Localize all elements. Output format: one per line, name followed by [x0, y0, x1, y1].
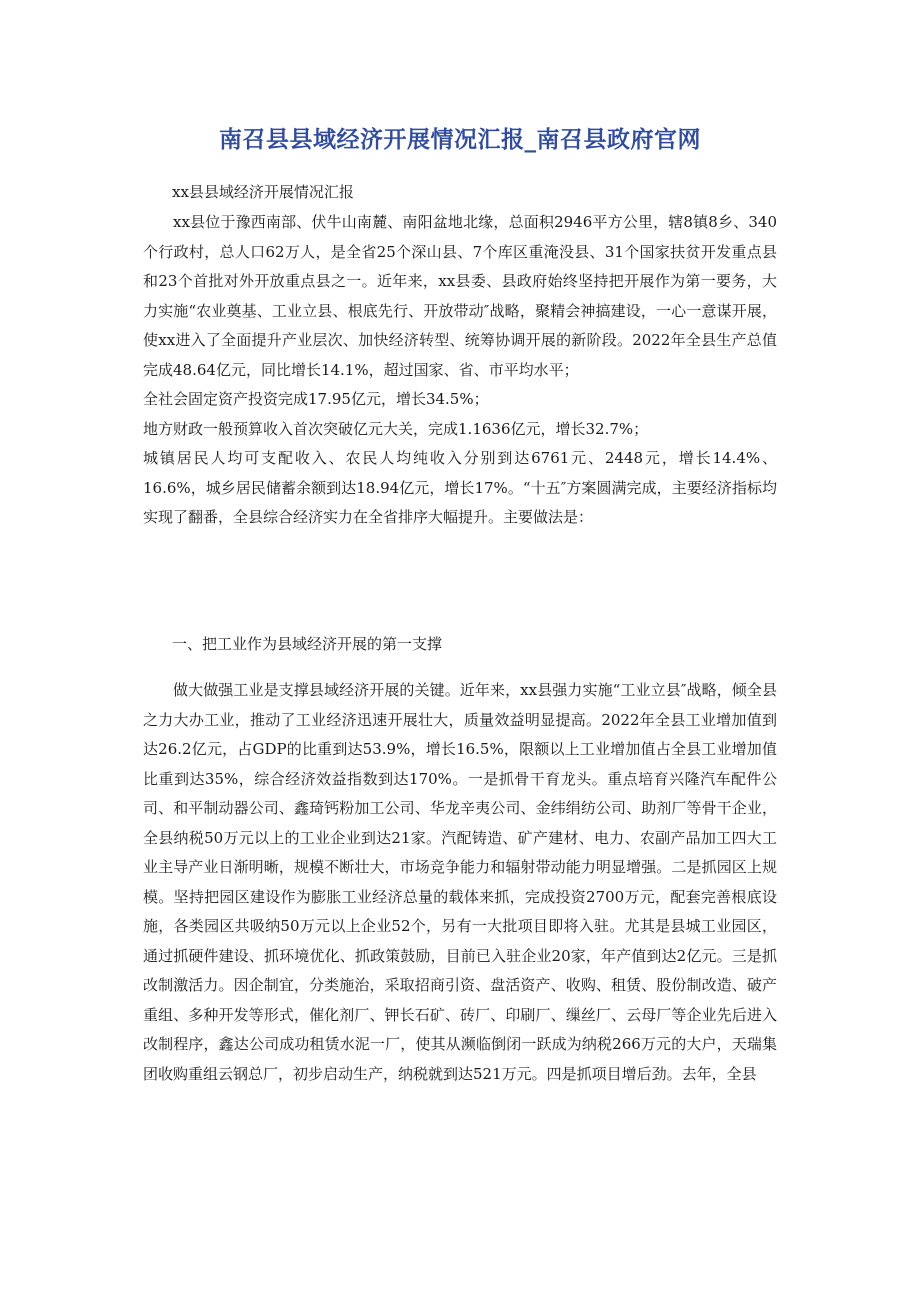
intro-block — [143, 208, 777, 533]
section-body — [143, 676, 777, 1089]
intro-paragraph: xx县位于豫西南部、伏牛山南麓、南阳盆地北缘，总面积2946平方公里，辖8镇8乡、340个行政村，总人口62万人，是全省25个深山县、7个库区重淹没县、31个国家扶贫开发重点县和23个首批对外开放重点县之一。近年来，xx县委、县政府始终坚持把开展作为第一要务，大力实施“农业奠基、工业立县、根底先行、开放带动″战略，聚精会神搞建设，一心一意谋开展，使xx进入了全面提升产业层次、加快经济转型、统筹协调开展的新阶段。2022年全县生产总值完成48.64亿元，同比增长14.1%，超过国家、省、市平均水平； — [143, 213, 777, 379]
section-paragraph: 做大做强工业是支撑县域经济开展的关键。近年来，xx县强力实施“工业立县″战略，倾全县之力大办工业，推动了工业经济迅速开展壮大，质量效益明显提高。2022年全县工业增加值到达26.2亿元，占GDP的比重到达53.9%，增长16.5%，限额以上工业增加值占全县工业增加值比重到达35%，综合经济效益指数到达170%。一是抓骨干育龙头。重点培育兴隆汽车配件公司、和平制动器公司、鑫琦钙粉加工公司、华龙辛夷公司、金纬绢纺公司、助剂厂等骨干企业，全县纳税50万元以上的工业企业到达21家。汽配铸造、矿产建材、电力、农副产品加工四大工业主导产业日渐明晰，规模不断壮大，市场竞争能力和辐射带动能力明显增强。二是抓园区上规模。坚持把园区建设作为膨胀工业经济总量的载体来抓，完成投资2700万元，配套完善根底设施，各类园区共吸纳50万元以上企业52个，另有一大批项目即将入驻。尤其是县城工业园区，通过抓硬件建设、抓环境优化、抓政策鼓励，目前已入驻企业20家，年产值到达2亿元。三是抓改制激活力。因企制宜，分类施治，采取招商引资、盘活资产、收购、租赁、股份制改造、破产重组、多种开发等形式，催化剂厂、钾长石矿、砖厂、印刷厂、缫丝厂、云母厂等企业先后进入改制程序，鑫达公司成功租赁水泥一厂，使其从濒临倒闭一跃成为纳税266万元的大户，天瑞集团收购重组云钢总厂，初步启动生产，纳税就到达521万元。四是抓项目增后劲。去年，全县 — [143, 681, 777, 1083]
finance-line: 地方财政一般预算收入首次突破亿元大关，完成1.1636亿元，增长32.7%； — [143, 419, 649, 438]
document-title: 南召县县域经济开展情况汇报_南召县政府官网 — [219, 127, 701, 153]
investment-line: 全社会固定资产投资完成17.95亿元，增长34.5%； — [143, 390, 489, 408]
document-subtitle: xx县县域经济开展情况汇报 — [172, 183, 354, 201]
income-paragraph: 城镇居民人均可支配收入、农民人均纯收入分别到达6761元、2448元，增长14.4%、16.6%，城乡居民储蓄余额到达18.94亿元，增长17%。“十五″方案圆满完成，主要经济指标均实现了翻番，全县综合经济实力在全省排序大幅提升。主要做法是： — [143, 449, 777, 526]
section-heading: 一、把工业作为县域经济开展的第一支撑 — [172, 635, 443, 653]
